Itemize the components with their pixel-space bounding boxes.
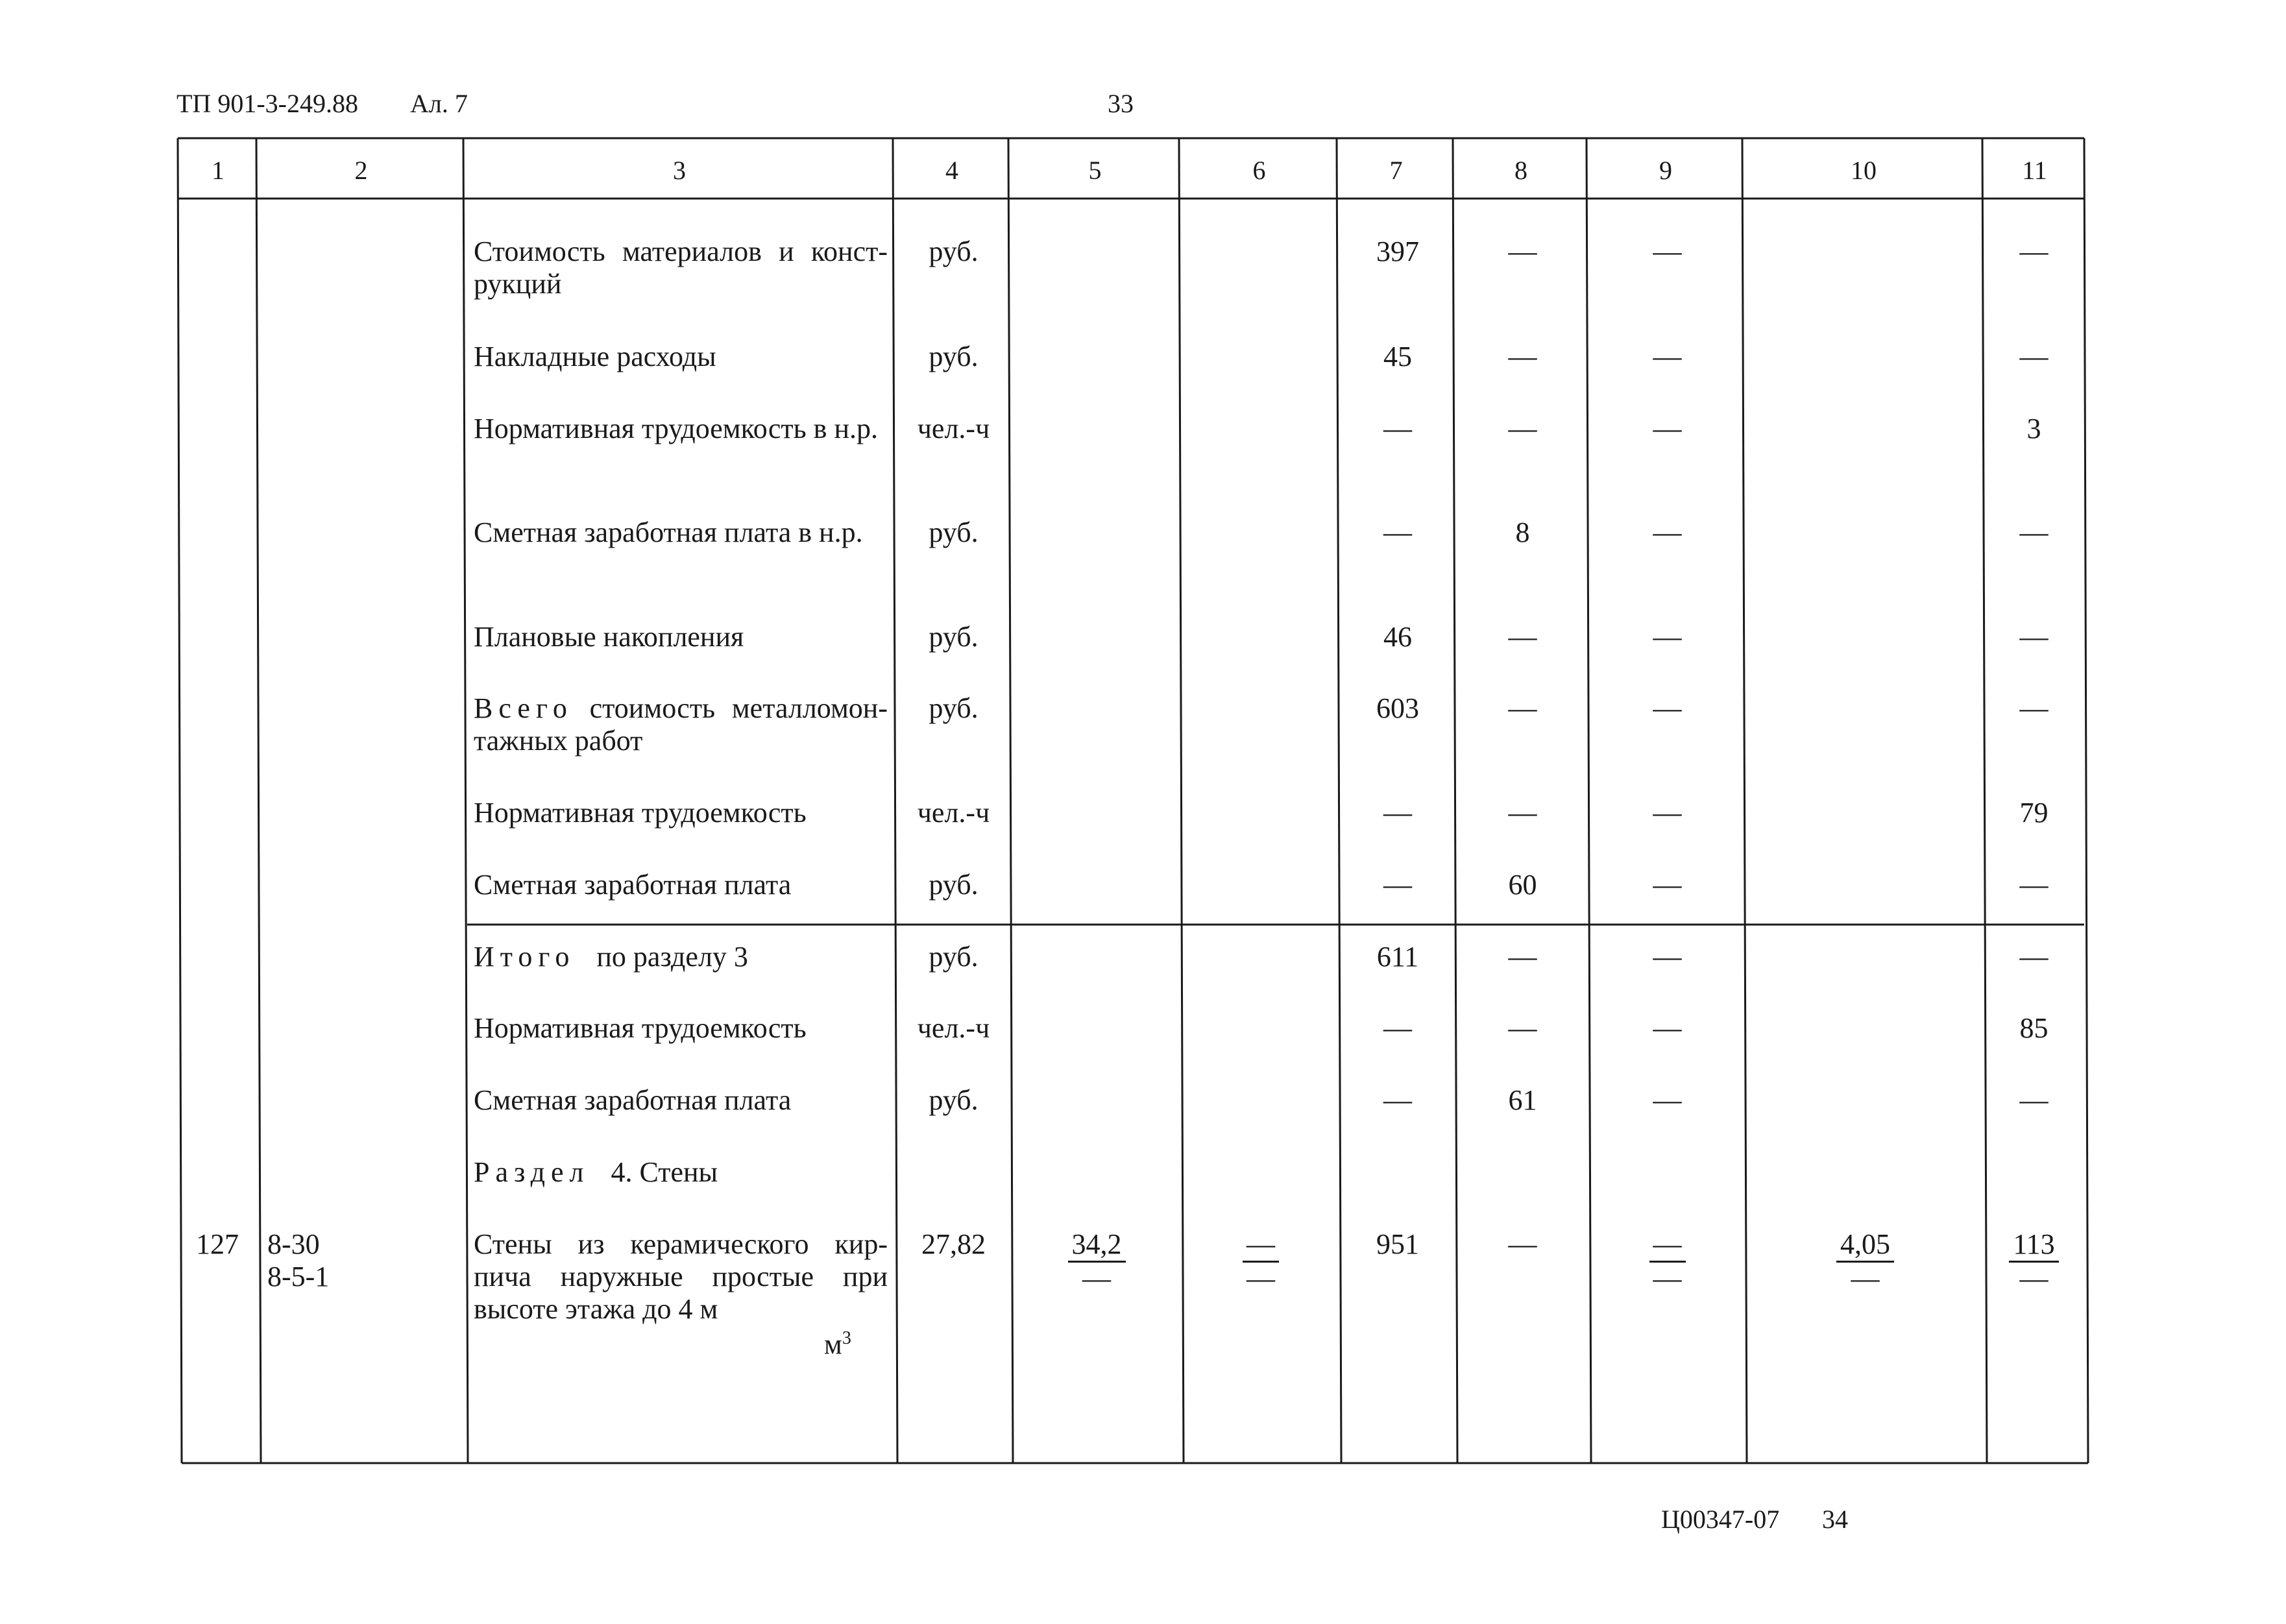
column-header-11: 11 bbox=[2022, 156, 2047, 185]
row-value-col11: 3 bbox=[2026, 413, 2041, 444]
row-value-col11: 79 bbox=[2019, 797, 2049, 829]
item-col6 bbox=[1183, 1228, 1339, 1295]
row-unit: чел.-ч bbox=[917, 413, 990, 444]
fraction bbox=[2009, 1228, 2058, 1295]
row-value-col8: — bbox=[1508, 692, 1537, 724]
row-unit: руб. bbox=[929, 692, 979, 724]
row-value-col11: — bbox=[2019, 341, 2049, 372]
row-value-col11: — bbox=[2019, 516, 2049, 548]
row-value-col11: — bbox=[2019, 621, 2049, 653]
fraction bbox=[1649, 1228, 1686, 1295]
row-description: Сметная заработная плата bbox=[474, 869, 792, 901]
item-number: 127 bbox=[196, 1228, 239, 1260]
column-header-8: 8 bbox=[1514, 156, 1527, 185]
album-label: Ал. 7 bbox=[410, 89, 468, 118]
row-value-col8: — bbox=[1508, 797, 1537, 829]
row-value-col7: 397 bbox=[1376, 236, 1419, 267]
column-header-6: 6 bbox=[1252, 156, 1266, 185]
column-header-9: 9 bbox=[1659, 156, 1672, 185]
row-value-col7: — bbox=[1383, 516, 1412, 548]
row-value-col9: — bbox=[1653, 516, 1682, 548]
row-value-col7: — bbox=[1383, 1084, 1412, 1116]
fraction-denominator: — bbox=[1246, 1263, 1275, 1294]
row-value-col8: 61 bbox=[1508, 1084, 1537, 1116]
fraction-denominator: — bbox=[1653, 1263, 1682, 1294]
row-value-col8: — bbox=[1508, 413, 1537, 444]
row-value-col9: — bbox=[1653, 621, 1682, 653]
column-header-5: 5 bbox=[1088, 156, 1102, 185]
row-unit: руб. bbox=[929, 236, 979, 267]
row-unit: руб. bbox=[929, 516, 979, 548]
row-description: Плановые накопления bbox=[474, 621, 744, 653]
row-value-col7: — bbox=[1383, 413, 1412, 444]
row-description-text: по разделу 3 bbox=[596, 941, 748, 973]
row-value-col9: — bbox=[1653, 1012, 1682, 1044]
row-value-col7: 611 bbox=[1376, 941, 1419, 973]
row-value-col11: — bbox=[2019, 236, 2049, 267]
row-value-col8: — bbox=[1508, 941, 1537, 973]
column-header-10: 10 bbox=[1851, 156, 1877, 185]
row-unit: руб. bbox=[929, 341, 979, 372]
row-description-text: стоимость металломон-тажных работ bbox=[474, 692, 888, 757]
column-header-1: 1 bbox=[212, 156, 225, 185]
row-value-col8: — bbox=[1508, 236, 1537, 267]
fraction-numerator: 113 bbox=[2009, 1228, 2058, 1263]
column-header-7: 7 bbox=[1389, 156, 1403, 185]
row-value-col9: — bbox=[1653, 869, 1682, 901]
row-value-col7: 603 bbox=[1376, 692, 1419, 724]
row-description bbox=[474, 941, 888, 973]
row-description: Накладные расходы bbox=[474, 341, 716, 372]
row-unit: руб. bbox=[929, 941, 979, 973]
row-value-col8: — bbox=[1508, 621, 1537, 653]
item-unit-base: м bbox=[824, 1328, 842, 1361]
section-heading bbox=[474, 1156, 888, 1189]
row-value-col11: — bbox=[2019, 869, 2049, 901]
spaced-label: Итого bbox=[474, 941, 576, 973]
row-description bbox=[474, 692, 888, 757]
row-value-col11: — bbox=[2019, 941, 2049, 973]
row-unit: руб. bbox=[929, 621, 979, 653]
row-value-col8: — bbox=[1508, 1012, 1537, 1044]
column-header-3: 3 bbox=[673, 156, 686, 185]
document-code: ТП 901-3-249.88 bbox=[176, 89, 358, 118]
item-unit-power: 3 bbox=[842, 1328, 851, 1348]
row-value-col9: — bbox=[1653, 236, 1682, 267]
row-value-col7: — bbox=[1383, 869, 1412, 901]
row-description: Стоимость материалов и конст-рукций bbox=[474, 236, 888, 300]
item-col8: — bbox=[1508, 1228, 1537, 1260]
column-header-2: 2 bbox=[354, 156, 368, 185]
fraction-denominator: — bbox=[1082, 1263, 1111, 1294]
row-value-col7: 46 bbox=[1383, 621, 1412, 653]
page-number: 33 bbox=[1108, 89, 1134, 118]
row-value-col7: — bbox=[1383, 1012, 1412, 1044]
row-value-col7: — bbox=[1383, 797, 1412, 829]
item-col7: 951 bbox=[1376, 1228, 1419, 1260]
archive-code: Ц00347-07 bbox=[1661, 1505, 1780, 1534]
fraction bbox=[1068, 1228, 1126, 1295]
row-value-col11: 85 bbox=[2019, 1012, 2049, 1044]
item-description: Стены из керамического кир-пича наружные простые при высоте этажа до 4 м bbox=[474, 1228, 888, 1325]
row-value-col7: 45 bbox=[1383, 341, 1412, 372]
section-label: Раздел bbox=[474, 1156, 590, 1188]
row-value-col9: — bbox=[1653, 941, 1682, 973]
fraction-numerator: 34,2 bbox=[1068, 1228, 1126, 1263]
fraction-numerator: — bbox=[1243, 1228, 1279, 1263]
item-code-primary: 8-30 bbox=[267, 1228, 320, 1260]
item-col9 bbox=[1590, 1228, 1744, 1295]
fraction bbox=[1836, 1228, 1894, 1295]
row-value-col8: — bbox=[1508, 341, 1537, 372]
row-value-col9: — bbox=[1653, 413, 1682, 444]
row-description: Сметная заработная плата в н.р. bbox=[474, 516, 863, 548]
item-col10 bbox=[1746, 1228, 1984, 1295]
row-value-col9: — bbox=[1653, 797, 1682, 829]
item-unit bbox=[824, 1322, 851, 1361]
row-description: Нормативная трудоемкость bbox=[474, 1012, 807, 1044]
row-value-col9: — bbox=[1653, 1084, 1682, 1116]
row-description: Сметная заработная плата bbox=[474, 1084, 792, 1116]
row-value-col8: 8 bbox=[1515, 516, 1530, 548]
item-price: 27,82 bbox=[921, 1228, 986, 1260]
row-value-col11: — bbox=[2019, 1084, 2049, 1116]
section-title: 4. Стены bbox=[611, 1156, 718, 1188]
row-description: Нормативная трудоемкость bbox=[474, 797, 807, 829]
row-value-col8: 60 bbox=[1508, 869, 1537, 901]
fraction-denominator: — bbox=[1851, 1263, 1880, 1294]
row-value-col9: — bbox=[1653, 692, 1682, 724]
sheet-number: 34 bbox=[1822, 1505, 1848, 1534]
row-value-col9: — bbox=[1653, 341, 1682, 372]
row-unit: руб. bbox=[929, 869, 979, 901]
fraction-denominator: — bbox=[2019, 1263, 2049, 1294]
row-unit: руб. bbox=[929, 1084, 979, 1116]
item-code-secondary: 8-5-1 bbox=[267, 1261, 330, 1292]
row-value-col11: — bbox=[2019, 692, 2049, 724]
row-unit: чел.-ч bbox=[917, 1012, 990, 1044]
spaced-label: Всего bbox=[474, 692, 573, 724]
item-col5 bbox=[1012, 1228, 1181, 1295]
item-col11 bbox=[1986, 1228, 2082, 1295]
row-unit: чел.-ч bbox=[917, 797, 990, 829]
fraction-numerator: — bbox=[1649, 1228, 1686, 1263]
row-description: Нормативная трудоемкость в н.р. bbox=[474, 413, 879, 444]
fraction bbox=[1243, 1228, 1279, 1295]
column-header-4: 4 bbox=[945, 156, 958, 185]
fraction-numerator: 4,05 bbox=[1836, 1228, 1894, 1263]
